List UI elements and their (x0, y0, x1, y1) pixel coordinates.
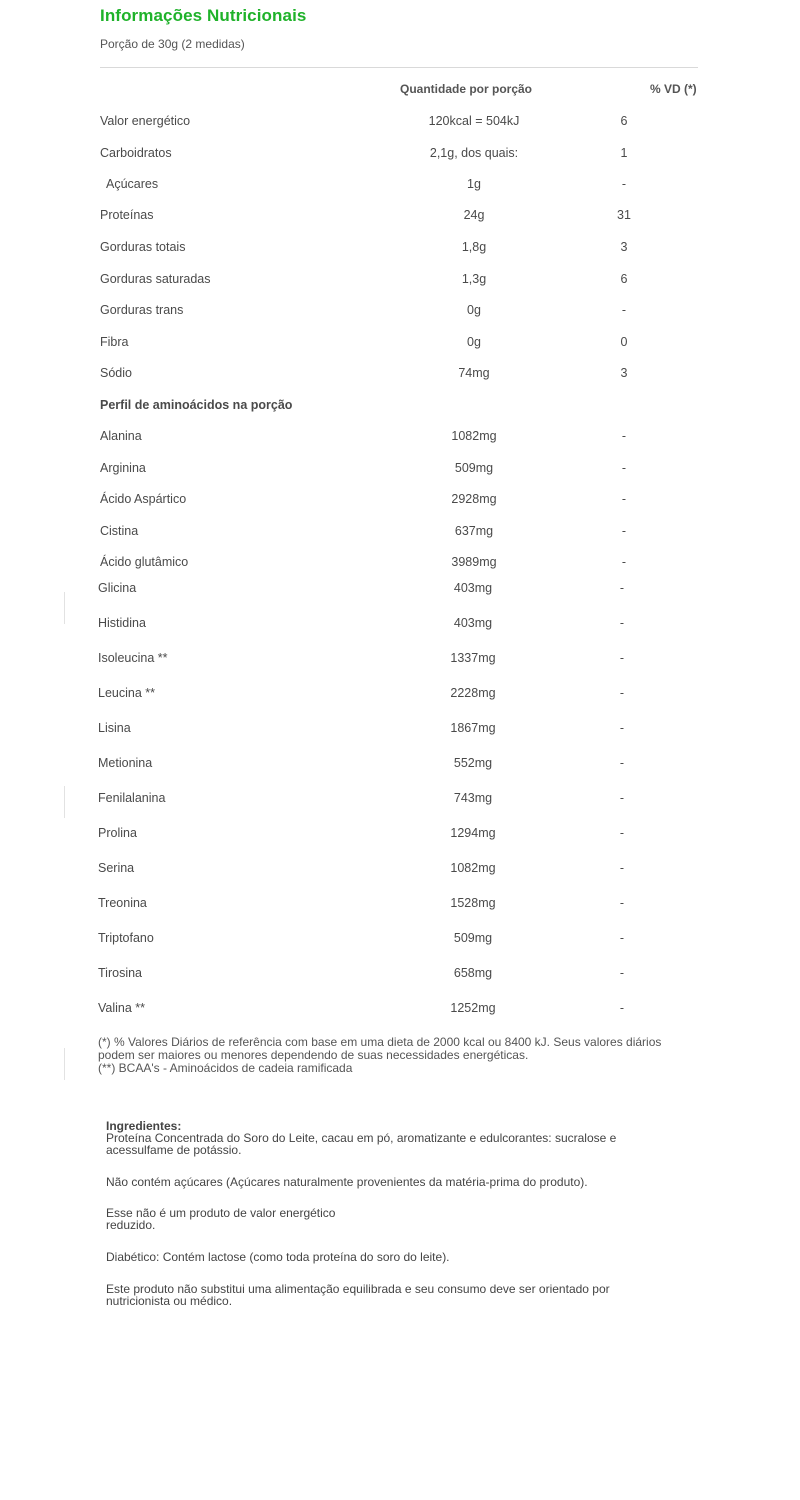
nutrient-qty: 0g (467, 335, 481, 349)
footnote-line: (*) % Valores Diários de referência com base em uma dieta de 2000 kcal ou 8400 kJ. Seus valores diários (98, 1035, 662, 1049)
amino-qty: 1867mg (450, 721, 496, 735)
ingredients-text: acessulfame de potássio. (106, 1143, 242, 1157)
amino-name: Tirosina (98, 966, 142, 980)
nutrient-qty: 74mg (458, 366, 490, 380)
table-row (0, 335, 800, 355)
table-row (0, 686, 800, 706)
table-row (0, 826, 800, 846)
table-row (0, 1001, 800, 1021)
amino-name: Ácido glutâmico (100, 555, 189, 569)
amino-vd: - (619, 966, 625, 980)
ingredients-block (106, 1120, 666, 1156)
table-row (0, 146, 800, 166)
amino-name: Glicina (98, 581, 137, 595)
amino-qty: 1082mg (450, 861, 496, 875)
amino-vd: - (619, 826, 625, 840)
nutrient-name: Fibra (100, 335, 129, 349)
table-row (0, 177, 800, 197)
table-row (0, 240, 800, 260)
edge-mark (64, 1048, 65, 1080)
amino-name: Ácido Aspártico (100, 492, 187, 506)
amino-qty: 2228mg (450, 686, 496, 700)
header-quantity: Quantidade por porção (400, 82, 533, 96)
sugar-note: Não contém açúcares (Açúcares naturalmente provenientes da matéria-prima do produto). (106, 1175, 588, 1189)
table-row (0, 492, 800, 512)
energy-note (106, 1207, 666, 1231)
amino-qty: 1294mg (450, 826, 496, 840)
nutrient-vd: 6 (620, 114, 628, 128)
amino-qty: 3989mg (451, 555, 497, 569)
amino-vd: - (621, 429, 627, 443)
advice-note-line: Este produto não substitui uma alimentação equilibrada e seu consumo deve ser orientado por (106, 1282, 610, 1296)
table-row (0, 461, 800, 481)
amino-qty: 1337mg (450, 651, 496, 665)
amino-qty: 509mg (454, 461, 494, 475)
amino-name: Leucina ** (98, 686, 155, 700)
amino-vd: - (619, 861, 625, 875)
nutrient-qty: 120kcal = 504kJ (428, 114, 520, 128)
nutrient-qty: 0g (467, 303, 481, 317)
header-vd: % VD (*) (650, 82, 697, 96)
amino-vd: - (621, 524, 627, 538)
nutrient-qty: 1,3g (461, 272, 487, 286)
nutrient-qty: 1g (467, 177, 481, 191)
nutrient-name: Carboidratos (100, 146, 172, 160)
amino-qty: 1082mg (451, 429, 497, 443)
amino-qty: 552mg (453, 756, 493, 770)
nutrient-vd: - (621, 177, 627, 191)
amino-name: Alanina (100, 429, 142, 443)
amino-qty: 1528mg (450, 896, 496, 910)
nutrient-name: Açúcares (106, 177, 159, 191)
nutrient-vd: 0 (620, 335, 628, 349)
amino-vd: - (619, 721, 625, 735)
footnote-line: podem ser maiores ou menores dependendo de suas necessidades energéticas. (98, 1048, 529, 1062)
amino-vd: - (619, 1001, 625, 1015)
ingredients-title: Ingredientes: (106, 1119, 182, 1133)
advice-note (106, 1283, 666, 1307)
amino-name: Treonina (98, 896, 147, 910)
nutrient-name: Gorduras trans (100, 303, 184, 317)
advice-note-line: nutricionista ou médico. (106, 1294, 233, 1308)
nutrient-name: Gorduras saturadas (100, 272, 211, 286)
nutrient-vd: 3 (620, 366, 628, 380)
page-title: Informações Nutricionais (100, 6, 307, 25)
table-row (0, 114, 800, 134)
amino-vd: - (619, 931, 625, 945)
table-row (0, 896, 800, 916)
amino-vd: - (619, 616, 625, 630)
amino-qty: 637mg (454, 524, 494, 538)
amino-section-title: Perfil de aminoácidos na porção (100, 398, 293, 412)
ingredients-text: Proteína Concentrada do Soro do Leite, cacau em pó, aromatizante e edulcorantes: sucralose e (106, 1131, 617, 1145)
amino-qty: 658mg (453, 966, 493, 980)
edge-mark (64, 592, 65, 624)
amino-vd: - (621, 492, 627, 506)
amino-qty: 509mg (453, 931, 493, 945)
energy-note-line: Esse não é um produto de valor energético (106, 1206, 336, 1220)
nutrient-qty: 24g (463, 208, 485, 222)
table-row (0, 366, 800, 386)
table-row (0, 303, 800, 323)
divider (100, 67, 698, 68)
amino-qty: 743mg (453, 791, 493, 805)
nutrient-vd: - (621, 303, 627, 317)
footnote-line: (**) BCAA's - Aminoácidos de cadeia ramificada (98, 1061, 353, 1075)
table-row (0, 208, 800, 228)
nutrient-name: Valor energético (100, 114, 191, 128)
amino-vd: - (619, 756, 625, 770)
table-row (0, 616, 800, 636)
table-row (0, 524, 800, 544)
nutrient-qty: 1,8g (461, 240, 487, 254)
amino-name: Prolina (98, 826, 137, 840)
nutrient-vd: 6 (620, 272, 628, 286)
nutrient-vd: 31 (617, 208, 631, 222)
amino-qty: 403mg (453, 581, 493, 595)
nutrient-name: Gorduras totais (100, 240, 186, 254)
energy-note-line: reduzido. (106, 1218, 156, 1232)
amino-name: Histidina (98, 616, 146, 630)
amino-vd: - (621, 555, 627, 569)
amino-name: Isoleucina ** (98, 651, 168, 665)
amino-name: Valina ** (98, 1001, 146, 1015)
diabetic-note: Diabético: Contém lactose (como toda proteína do soro do leite). (106, 1250, 450, 1264)
edge-mark (64, 786, 65, 818)
amino-vd: - (619, 686, 625, 700)
table-row (0, 791, 800, 811)
table-row (0, 651, 800, 671)
nutrient-qty: 2,1g, dos quais: (429, 146, 519, 160)
amino-name: Triptofano (98, 931, 154, 945)
table-row (0, 721, 800, 741)
amino-qty: 1252mg (450, 1001, 496, 1015)
amino-vd: - (619, 896, 625, 910)
table-row (0, 581, 800, 601)
amino-vd: - (619, 651, 625, 665)
table-row (0, 756, 800, 776)
amino-vd: - (619, 791, 625, 805)
amino-name: Arginina (100, 461, 146, 475)
footnotes (98, 1036, 698, 1075)
amino-name: Lisina (98, 721, 131, 735)
table-row (0, 966, 800, 986)
table-row (0, 861, 800, 881)
table-row (0, 555, 800, 575)
portion-size: Porção de 30g (2 medidas) (100, 37, 245, 51)
nutrient-name: Proteínas (100, 208, 154, 222)
nutrient-vd: 3 (620, 240, 628, 254)
amino-vd: - (621, 461, 627, 475)
table-row (0, 429, 800, 449)
amino-name: Cistina (100, 524, 139, 538)
nutrient-name: Sódio (100, 366, 132, 380)
amino-name: Serina (98, 861, 135, 875)
amino-name: Fenilalanina (98, 791, 166, 805)
table-row (0, 272, 800, 292)
table-row (0, 931, 800, 951)
amino-vd: - (619, 581, 625, 595)
amino-qty: 403mg (453, 616, 493, 630)
nutrient-vd: 1 (620, 146, 628, 160)
amino-name: Metionina (98, 756, 153, 770)
amino-qty: 2928mg (451, 492, 497, 506)
